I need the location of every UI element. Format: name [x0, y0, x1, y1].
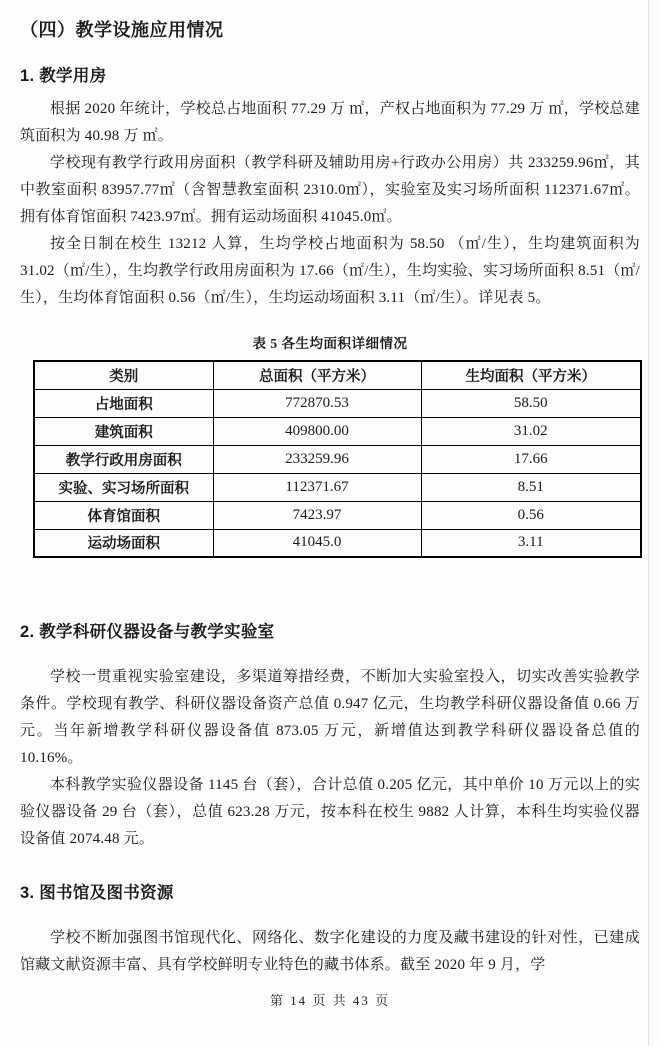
section-3-heading: 3. 图书馆及图书资源: [20, 884, 174, 902]
section-2-paragraph-1: 学校一贯重视实验室建设，多渠道筹措经费，不断加大实验室投入，切实改善实验教学条件。学校现有教学、科研仪器设备资产总值 0.947 亿元，生均教学科研仪器设备值 0.66 万元。当年新增教学科研仪器设备值 873.05 万元，新增值达到教学科研仪器设备总值的 10.16%。: [20, 669, 640, 766]
row-per-student-area: 8.51: [421, 473, 641, 501]
table-row: [34, 473, 641, 501]
section-library-resources: [20, 881, 640, 979]
row-total-area: 772870.53: [213, 389, 421, 417]
table-row: [34, 389, 641, 417]
row-category: 实验、实习场所面积: [34, 473, 213, 501]
table-row: [34, 417, 641, 445]
row-per-student-area: 0.56: [421, 501, 641, 529]
row-category: 占地面积: [34, 389, 213, 417]
row-per-student-area: 3.11: [421, 529, 641, 557]
section-1-paragraph-3: 按全日制在校生 13212 人算，生均学校占地面积为 58.50 （㎡/生），生均建筑面积为 31.02（㎡/生），生均教学行政用房面积为 17.66（㎡/生），生均实验、实习场所面积 8.51（㎡/生），生均体育馆面积 0.56（㎡/生），生均运动场面积 3.11（㎡/生）。详见表 5。: [20, 236, 640, 306]
row-category: 体育馆面积: [34, 501, 213, 529]
section-2-heading: 2. 教学科研仪器设备与教学实验室: [20, 623, 275, 641]
row-category: 运动场面积: [34, 529, 213, 557]
page-title: （四）教学设施应用情况: [20, 20, 224, 40]
section-1-heading: 1. 教学用房: [20, 67, 107, 85]
table-row: [34, 445, 641, 473]
row-total-area: 233259.96: [213, 445, 421, 473]
table-header-per-student-area: 生均面积（平方米）: [421, 361, 641, 389]
section-3-paragraph-1: 学校不断加强图书馆现代化、网络化、数字化建设的力度及藏书建设的针对性，已建成馆藏文献资源丰富、具有学校鲜明专业特色的藏书体系。截至 2020 年 9 月，学: [20, 930, 640, 973]
page-edge-line: [648, 0, 649, 1046]
row-per-student-area: 31.02: [421, 417, 641, 445]
row-total-area: 7423.97: [213, 501, 421, 529]
section-1-paragraph-1: 根据 2020 年统计，学校总占地面积 77.29 万 ㎡，产权占地面积为 77.29 万 ㎡，学校总建筑面积为 40.98 万 ㎡。: [20, 101, 640, 144]
row-per-student-area: 58.50: [421, 389, 641, 417]
row-total-area: 41045.0: [213, 529, 421, 557]
row-total-area: 409800.00: [213, 417, 421, 445]
row-category: 教学行政用房面积: [34, 445, 213, 473]
table-row: [34, 501, 641, 529]
table-row: [34, 529, 641, 557]
per-student-area-table: [33, 360, 642, 558]
table-caption: 表 5 各生均面积详细情况: [252, 336, 408, 351]
section-teaching-rooms: [20, 64, 640, 312]
row-per-student-area: 17.66: [421, 445, 641, 473]
table-header-total-area: 总面积（平方米）: [213, 361, 421, 389]
row-total-area: 112371.67: [213, 473, 421, 501]
table-header-row: [34, 361, 641, 389]
footer-page-number: 第 14 页 共 43 页: [269, 993, 391, 1008]
row-category: 建筑面积: [34, 417, 213, 445]
section-equipment-labs: [20, 620, 640, 853]
table-header-category: 类别: [34, 361, 213, 389]
section-1-paragraph-2: 学校现有教学行政用房面积（教学科研及辅助用房+行政办公用房）共 233259.96㎡，其中教室面积 83957.77㎡（含智慧教室面积 2310.0㎡），实验室及实习场所面积 112371.67㎡。拥有体育馆面积 7423.97㎡。拥有运动场面积 41045.0㎡。: [20, 155, 640, 225]
section-2-paragraph-2: 本科教学实验仪器设备 1145 台（套），合计总值 0.205 亿元，其中单价 10 万元以上的实验仪器设备 29 台（套），总值 623.28 万元，按本科在校生 9882 人计算，本科生均实验仪器设备值 2074.48 元。: [20, 777, 640, 847]
